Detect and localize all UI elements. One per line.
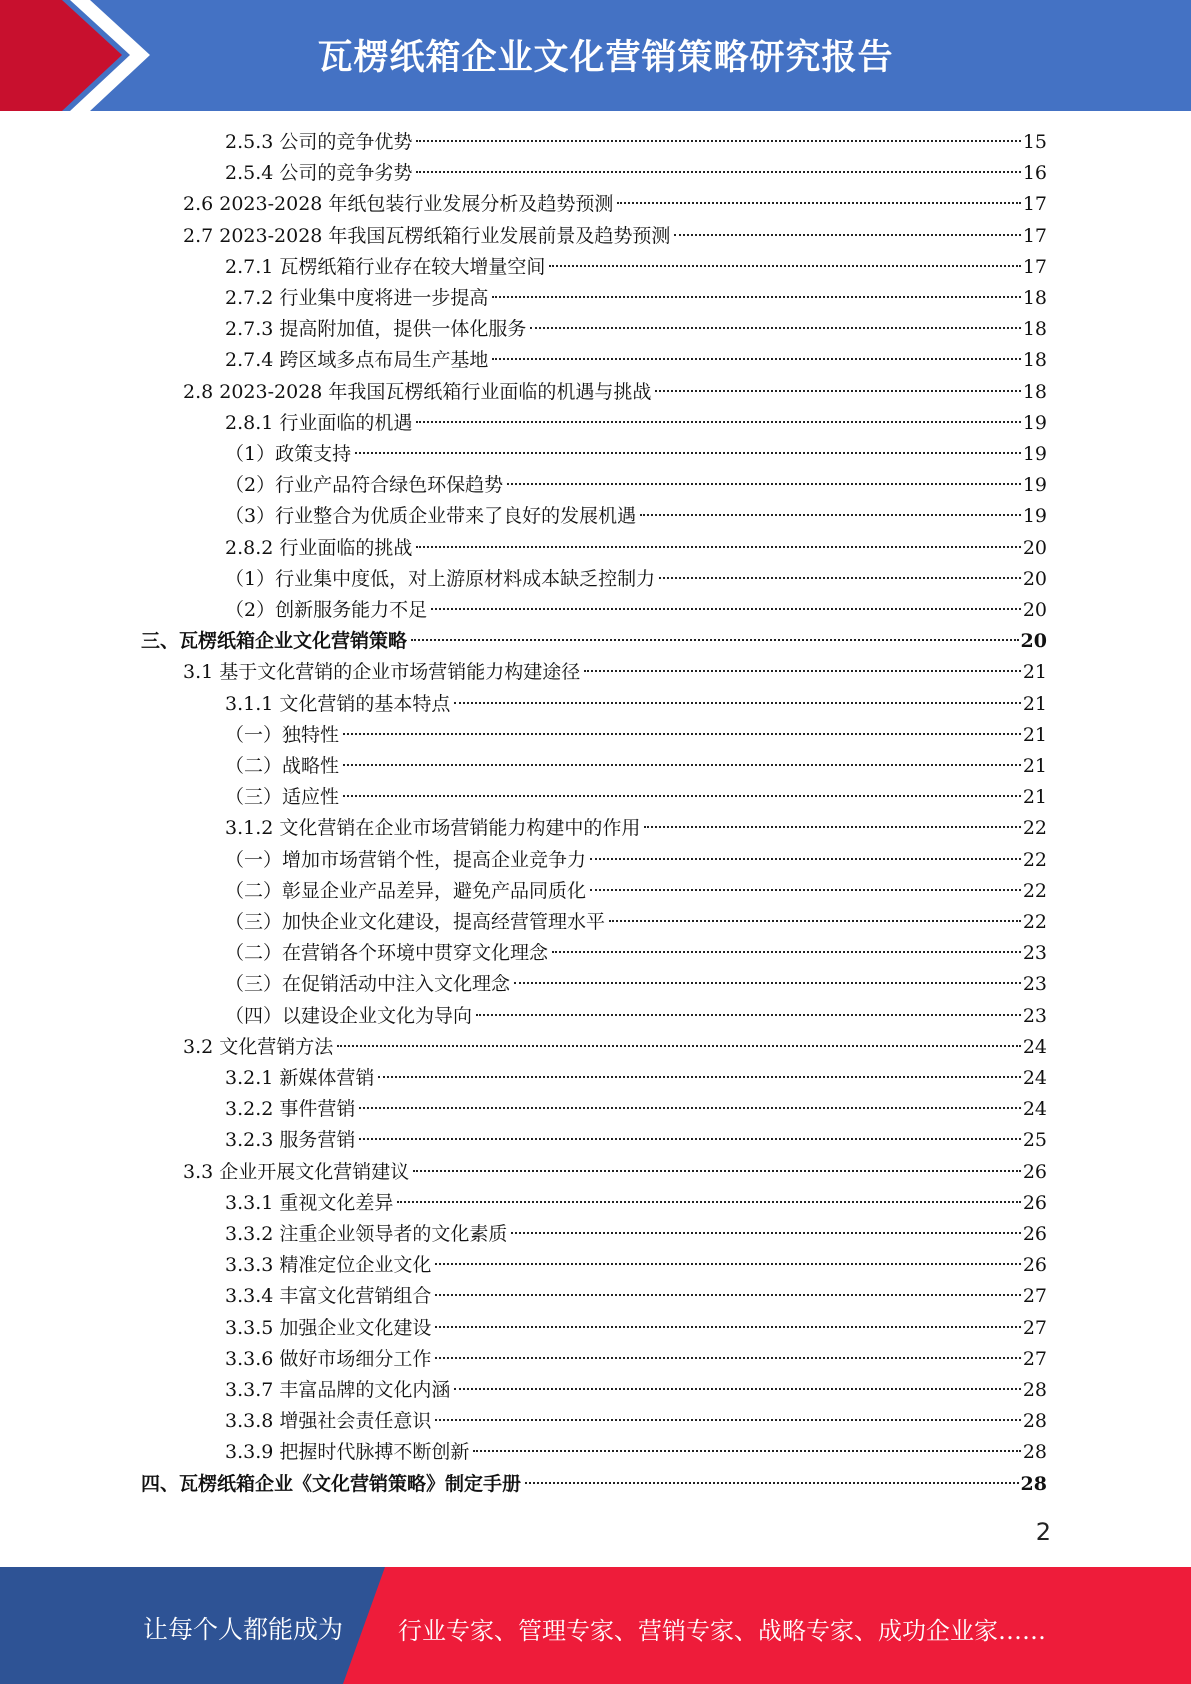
toc-entry[interactable] — [225, 689, 1047, 720]
toc-entry-page: 27 — [1022, 1316, 1047, 1339]
toc-entry[interactable] — [225, 1094, 1047, 1125]
dot-leader — [644, 826, 1020, 828]
toc-entry[interactable] — [225, 345, 1047, 376]
toc-entry-label: 2.7.1 瓦楞纸箱行业存在较大增量空间 — [225, 255, 546, 278]
toc-entry[interactable] — [183, 189, 1047, 220]
toc-entry-label: 3.2.1 新媒体营销 — [225, 1067, 375, 1089]
report-header — [0, 0, 1191, 111]
toc-entry[interactable] — [225, 1437, 1047, 1468]
toc-entry[interactable] — [225, 1125, 1047, 1156]
toc-entry[interactable] — [183, 221, 1047, 252]
toc-entry-page: 20 — [1020, 630, 1047, 653]
dot-leader — [552, 951, 1021, 953]
toc-entry-page: 22 — [1022, 879, 1047, 902]
toc-entry-page: 19 — [1022, 443, 1047, 465]
toc-entry[interactable] — [225, 470, 1047, 501]
toc-entry-page: 21 — [1022, 723, 1047, 746]
toc-entry-label: 3.1.1 文化营销的基本特点 — [225, 692, 451, 715]
toc-entry-label: （一）增加市场营销个性，提高企业竞争力 — [225, 848, 587, 871]
toc-entry-label: 3.3.3 精准定位企业文化 — [225, 1254, 432, 1277]
toc-entry[interactable] — [225, 127, 1047, 158]
toc-entry-page: 24 — [1022, 1035, 1047, 1058]
toc-entry-label: 2.6 2023-2028 年纸包装行业发展分析及趋势预测 — [183, 193, 614, 216]
toc-entry-page: 17 — [1022, 255, 1047, 278]
dot-leader — [413, 1170, 1021, 1172]
toc-entry-label: 3.3.5 加强企业文化建设 — [225, 1316, 432, 1339]
toc-entry-page: 26 — [1022, 1254, 1047, 1277]
toc-entry-page: 20 — [1022, 599, 1047, 621]
toc-entry-page: 28 — [1022, 1410, 1047, 1433]
toc-entry-page: 16 — [1022, 162, 1047, 185]
dot-leader — [525, 1482, 1019, 1484]
toc-entry[interactable] — [225, 938, 1047, 969]
report-title: 瓦楞纸箱企业文化营销策略研究报告 — [317, 38, 894, 78]
toc-entry[interactable] — [225, 1406, 1047, 1437]
toc-entry-page: 24 — [1022, 1098, 1047, 1121]
toc-entry[interactable] — [183, 1032, 1047, 1063]
dot-leader — [416, 546, 1020, 548]
toc-entry[interactable] — [225, 158, 1047, 189]
toc-entry[interactable] — [225, 533, 1047, 564]
toc-entry-label: 3.2 文化营销方法 — [183, 1035, 334, 1058]
dot-leader — [476, 1014, 1021, 1016]
toc-entry-page: 20 — [1022, 536, 1047, 559]
dot-leader — [492, 296, 1020, 298]
toc-entry-page: 20 — [1022, 567, 1047, 590]
dot-leader — [507, 483, 1021, 485]
toc-entry-label: （二）在营销各个环境中贯穿文化理念 — [225, 942, 549, 965]
dot-leader — [337, 1045, 1021, 1047]
toc-entry[interactable] — [183, 377, 1047, 408]
toc-entry[interactable] — [225, 1219, 1047, 1250]
toc-entry-label: 2.5.4 公司的竞争劣势 — [225, 162, 413, 185]
toc-entry-label: 3.3.2 注重企业领导者的文化素质 — [225, 1223, 508, 1245]
toc-entry[interactable] — [225, 813, 1047, 844]
toc-entry-label: 3.1 基于文化营销的企业市场营销能力构建途径 — [183, 661, 581, 684]
dot-leader — [431, 608, 1021, 610]
dot-leader — [549, 265, 1020, 267]
dot-leader — [416, 171, 1020, 173]
toc-entry-page: 17 — [1022, 224, 1047, 247]
toc-entry-page: 22 — [1022, 848, 1047, 871]
toc-entry[interactable] — [225, 564, 1047, 595]
toc-entry-page: 22 — [1022, 817, 1047, 840]
toc-entry-label: 2.7.4 跨区域多点布局生产基地 — [225, 349, 489, 372]
dot-leader — [359, 1138, 1020, 1140]
toc-entry-page: 18 — [1022, 349, 1047, 372]
toc-entry[interactable] — [225, 408, 1047, 439]
toc-entry[interactable] — [225, 252, 1047, 283]
toc-entry[interactable] — [225, 595, 1047, 626]
toc-entry[interactable] — [183, 657, 1047, 688]
toc-entry-label: 2.7.3 提高附加值，提供一体化服务 — [225, 318, 527, 341]
dot-leader — [435, 1357, 1020, 1359]
toc-entry[interactable] — [225, 1313, 1047, 1344]
toc-entry[interactable] — [225, 782, 1047, 813]
toc-entry-label: （1）政策支持 — [225, 443, 352, 465]
toc-entry-page: 17 — [1022, 193, 1047, 216]
toc-entry-label: 2.8.2 行业面临的挑战 — [225, 536, 413, 559]
footer-slogan-left: 让每个人都能成为 — [143, 1615, 344, 1644]
toc-entry-label: 3.3.4 丰富文化营销组合 — [225, 1285, 432, 1308]
toc-entry-page: 28 — [1022, 1441, 1047, 1464]
toc-entry[interactable] — [225, 283, 1047, 314]
page-number: 2 — [1035, 1518, 1051, 1546]
toc-entry[interactable] — [225, 1188, 1047, 1219]
toc-entry[interactable] — [225, 1001, 1047, 1032]
toc-entry-label: 2.5.3 公司的竞争优势 — [225, 131, 413, 153]
dot-leader — [411, 639, 1019, 641]
toc-entry-page: 19 — [1022, 411, 1047, 434]
toc-entry-label: （2）创新服务能力不足 — [225, 599, 428, 621]
toc-entry[interactable] — [225, 1063, 1047, 1094]
toc-entry-page: 21 — [1022, 692, 1047, 715]
dot-leader — [435, 1326, 1020, 1328]
toc-entry[interactable] — [141, 626, 1047, 657]
toc-entry-page: 15 — [1022, 131, 1047, 153]
dot-leader — [511, 1232, 1020, 1234]
toc-entry-label: （2）行业产品符合绿色环保趋势 — [225, 474, 504, 497]
footer-slogan-right: 行业专家、管理专家、营销专家、战略专家、成功企业家…… — [398, 1617, 1046, 1645]
toc-entry-page: 21 — [1022, 786, 1047, 809]
toc-entry-label: （三）在促销活动中注入文化理念 — [225, 973, 511, 996]
toc-entry-page: 19 — [1022, 505, 1047, 528]
toc-entry-page: 23 — [1022, 973, 1047, 996]
dot-leader — [416, 140, 1020, 142]
dot-leader — [473, 1450, 1020, 1452]
toc-entry[interactable] — [225, 751, 1047, 782]
toc-entry[interactable] — [225, 845, 1047, 876]
toc-entry-page: 26 — [1022, 1160, 1047, 1183]
dot-leader — [590, 858, 1021, 860]
dot-leader — [674, 234, 1020, 236]
toc-entry-label: （四）以建设企业文化为导向 — [225, 1004, 473, 1027]
toc-entry-page: 27 — [1022, 1347, 1047, 1370]
toc-entry[interactable] — [225, 876, 1047, 907]
toc-entry-page: 28 — [1020, 1472, 1047, 1495]
toc-entry-label: 2.8 2023-2028 年我国瓦楞纸箱行业面临的机遇与挑战 — [183, 380, 652, 403]
toc-entry[interactable] — [225, 314, 1047, 345]
dot-leader — [343, 795, 1021, 797]
toc-entry-label: （3）行业整合为优质企业带来了良好的发展机遇 — [225, 505, 637, 528]
toc-entry[interactable] — [225, 1344, 1047, 1375]
toc-entry[interactable] — [225, 439, 1047, 470]
toc-entry-page: 18 — [1022, 380, 1047, 403]
dot-leader — [397, 1201, 1020, 1203]
dot-leader — [492, 358, 1020, 360]
dot-leader — [416, 421, 1020, 423]
dot-leader — [640, 514, 1021, 516]
toc-entry-label: （二）战略性 — [225, 755, 340, 777]
toc-entry-label: （三）加快企业文化建设，提高经营管理水平 — [225, 911, 606, 933]
dot-leader — [454, 702, 1020, 704]
toc-entry-page: 18 — [1022, 318, 1047, 341]
toc-entry[interactable] — [225, 1250, 1047, 1281]
dot-leader — [659, 577, 1021, 579]
toc-entry-label: 2.7.2 行业集中度将进一步提高 — [225, 287, 489, 309]
toc-entry-label: 三、瓦楞纸箱企业文化营销策略 — [141, 630, 408, 653]
toc-entry[interactable] — [183, 1157, 1047, 1188]
toc-entry-page: 21 — [1022, 661, 1047, 684]
toc-entry-label: （二）彰显企业产品差异，避免产品同质化 — [225, 879, 587, 902]
toc-entry-label: （一）独特性 — [225, 723, 340, 746]
toc-entry-page: 26 — [1022, 1223, 1047, 1245]
toc-entry-label: （三）适应性 — [225, 786, 340, 809]
dot-leader — [378, 1076, 1020, 1078]
toc-entry-label: 3.2.2 事件营销 — [225, 1098, 356, 1121]
toc-entry-label: 3.3 企业开展文化营销建议 — [183, 1160, 410, 1183]
toc-entry[interactable] — [225, 1281, 1047, 1312]
toc-entry-page: 26 — [1022, 1191, 1047, 1214]
dot-leader — [343, 764, 1021, 766]
dot-leader — [590, 889, 1021, 891]
toc-entry[interactable] — [225, 1375, 1047, 1406]
toc-entry-label: 2.7 2023-2028 年我国瓦楞纸箱行业发展前景及趋势预测 — [183, 224, 671, 247]
toc-entry-label: 3.2.3 服务营销 — [225, 1129, 356, 1152]
dot-leader — [435, 1263, 1020, 1265]
dot-leader — [609, 920, 1021, 922]
toc-entry-label: 3.3.1 重视文化差异 — [225, 1191, 394, 1214]
toc-entry[interactable] — [225, 720, 1047, 751]
dot-leader — [584, 670, 1021, 672]
toc-entry-label: 四、瓦楞纸箱企业《文化营销策略》制定手册 — [141, 1472, 522, 1495]
toc-entry-label: 3.3.8 增强社会责任意识 — [225, 1410, 432, 1433]
toc-entry-label: （1）行业集中度低，对上游原材料成本缺乏控制力 — [225, 567, 656, 590]
toc-entry-label: 3.3.9 把握时代脉搏不断创新 — [225, 1441, 470, 1464]
toc-entry-page: 23 — [1022, 1004, 1047, 1027]
dot-leader — [355, 452, 1021, 454]
toc-entry-page: 27 — [1022, 1285, 1047, 1308]
footer-banner — [0, 1567, 1191, 1684]
toc-entry[interactable] — [225, 501, 1047, 532]
toc-entry-page: 22 — [1022, 911, 1047, 933]
dot-leader — [435, 1419, 1020, 1421]
dot-leader — [655, 390, 1020, 392]
dot-leader — [530, 327, 1020, 329]
toc-entry[interactable] — [225, 969, 1047, 1000]
toc-entry[interactable] — [225, 907, 1047, 938]
toc-entry-page: 25 — [1022, 1129, 1047, 1152]
dot-leader — [343, 733, 1021, 735]
toc-entry-page: 28 — [1022, 1379, 1047, 1401]
dot-leader — [435, 1294, 1020, 1296]
toc-entry-page: 18 — [1022, 287, 1047, 309]
toc-entry-label: 3.1.2 文化营销在企业市场营销能力构建中的作用 — [225, 817, 641, 840]
dot-leader — [514, 982, 1021, 984]
toc-entry-page: 24 — [1022, 1067, 1047, 1089]
dot-leader — [359, 1107, 1020, 1109]
toc-entry-label: 3.3.6 做好市场细分工作 — [225, 1347, 432, 1370]
dot-leader — [454, 1388, 1020, 1390]
toc-entry-page: 23 — [1022, 942, 1047, 965]
toc-entry-label: 3.3.7 丰富品牌的文化内涵 — [225, 1379, 451, 1401]
toc-entry[interactable] — [141, 1469, 1047, 1500]
toc-entry-label: 2.8.1 行业面临的机遇 — [225, 411, 413, 434]
toc-entry-page: 21 — [1022, 755, 1047, 777]
toc-entry-page: 19 — [1022, 474, 1047, 497]
dot-leader — [617, 202, 1020, 204]
